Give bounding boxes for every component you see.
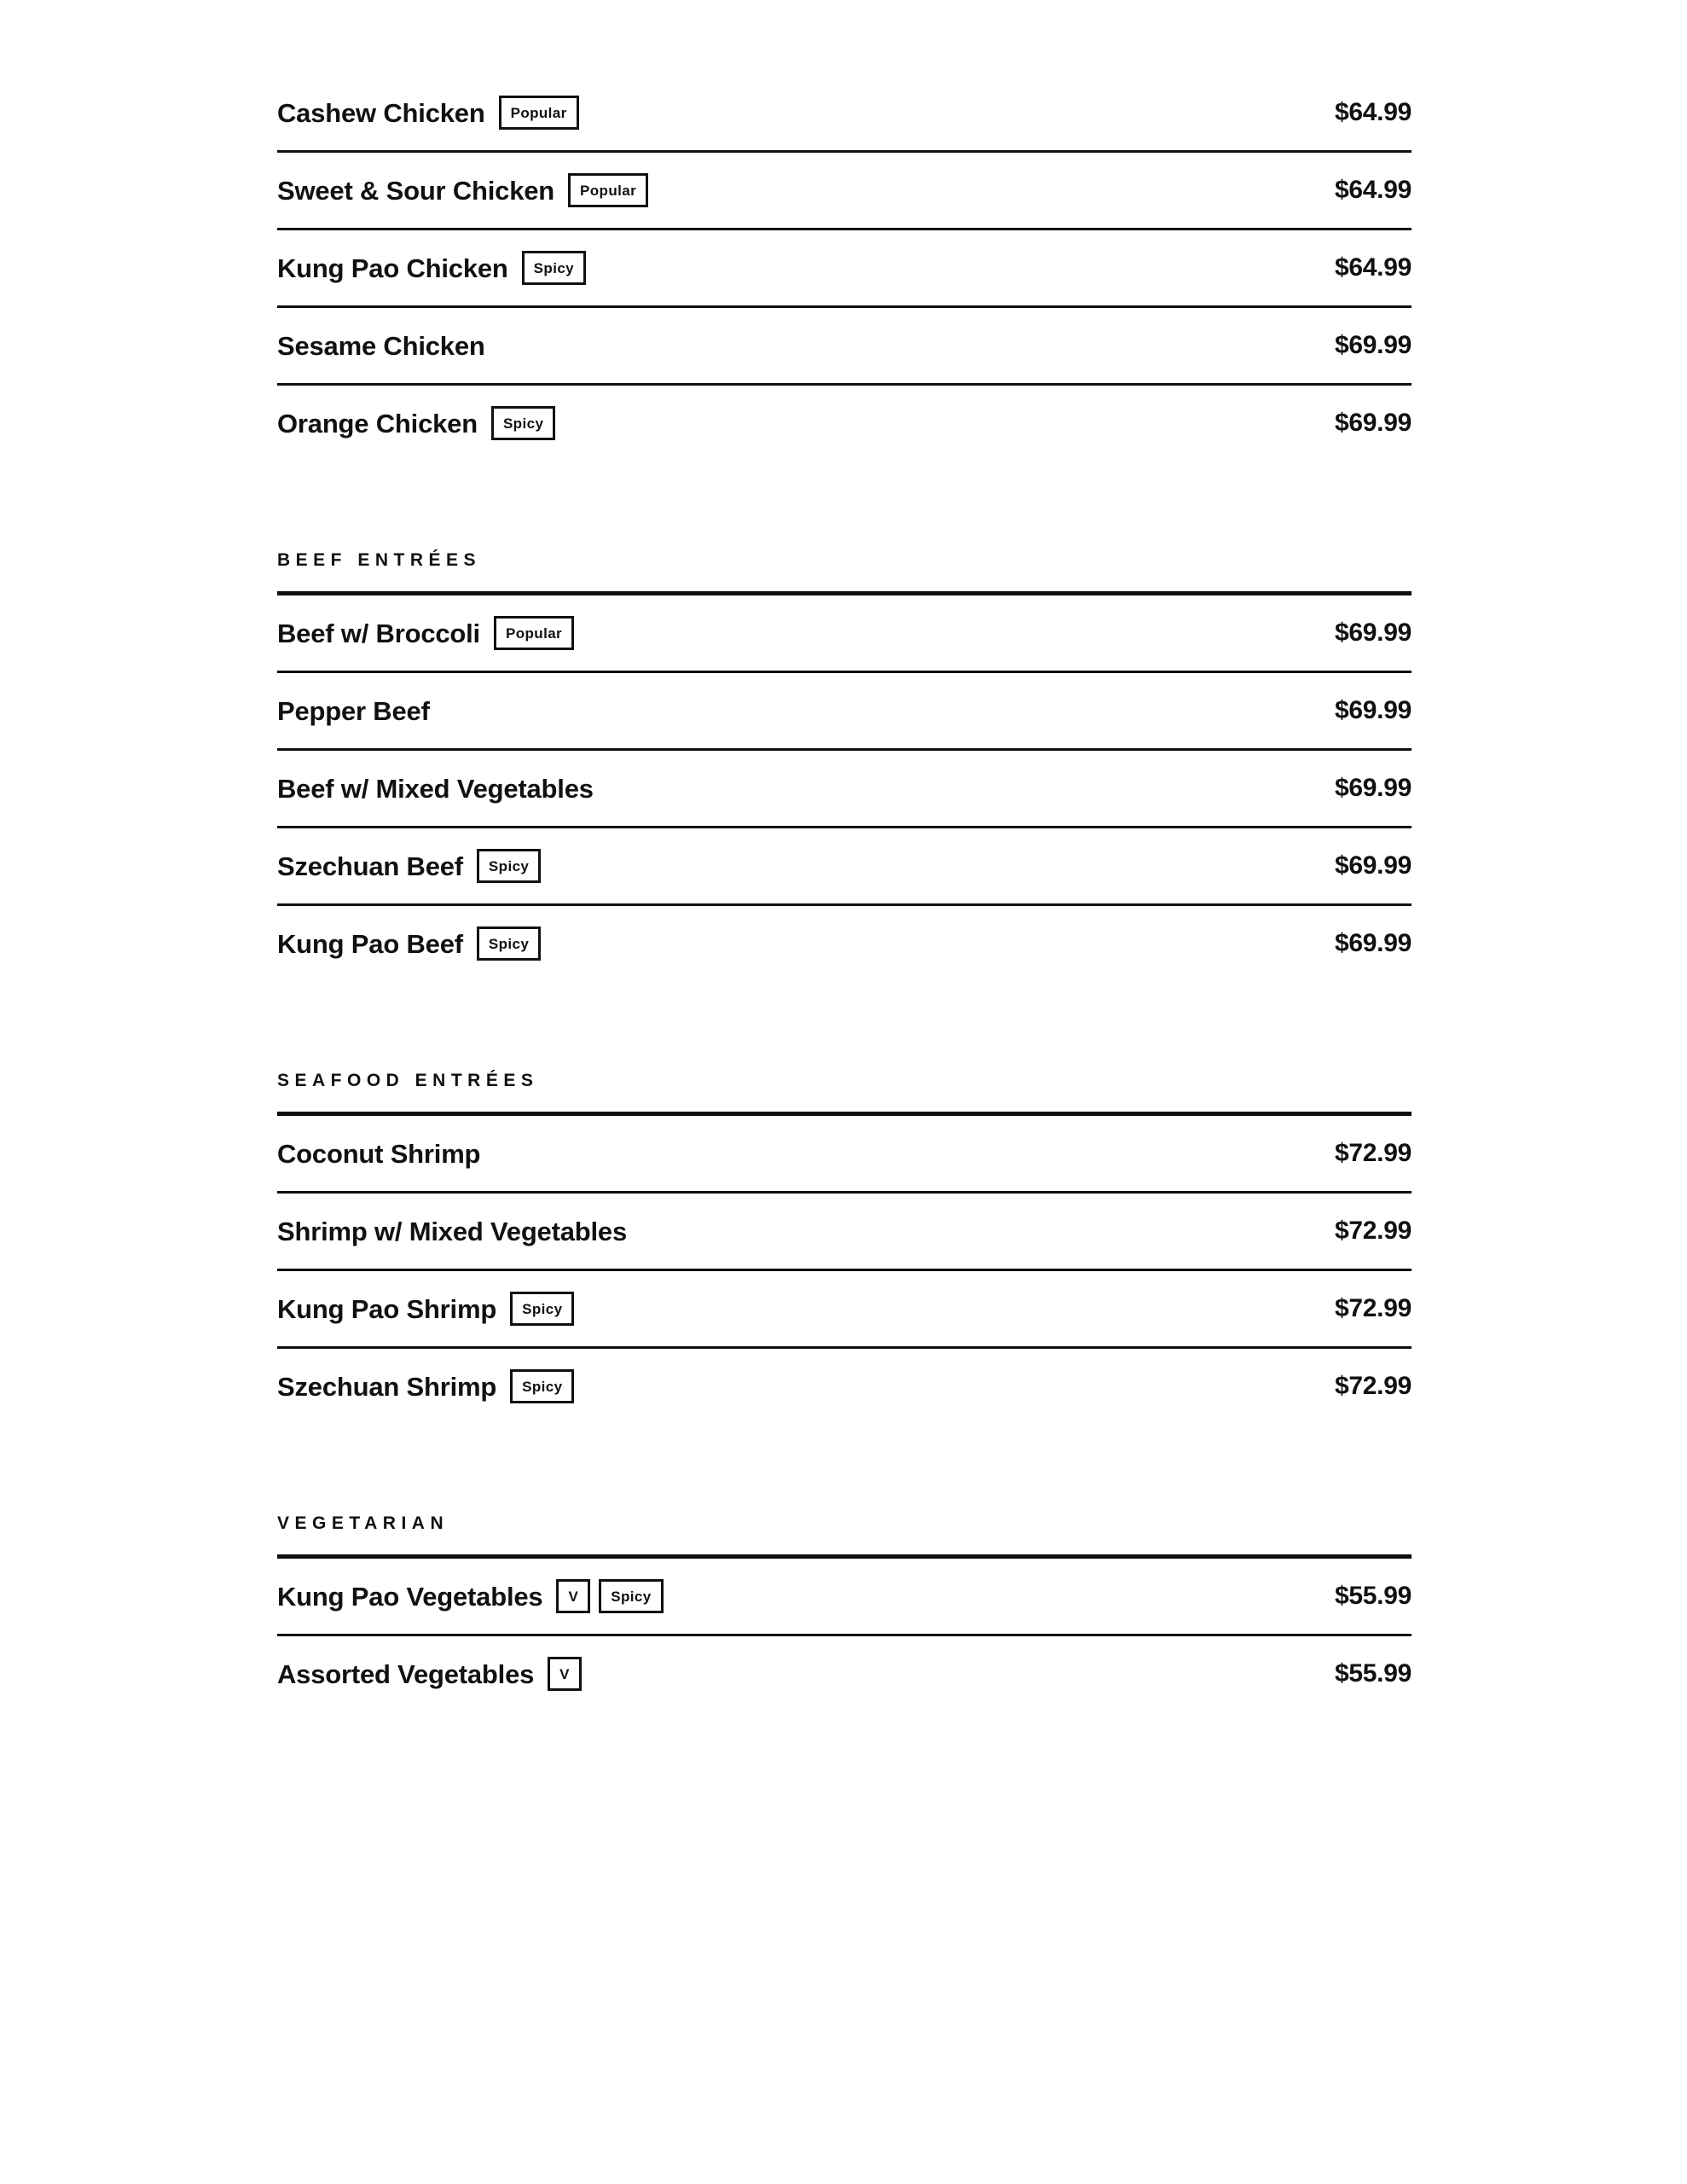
heading-spacer xyxy=(277,1089,1412,1112)
item-price: $55.99 xyxy=(1335,1659,1412,1687)
item-left-group xyxy=(277,695,430,726)
item-name: Kung Pao Chicken xyxy=(277,253,508,283)
badge-v: V xyxy=(556,1579,590,1613)
item-left-group xyxy=(277,1292,574,1326)
menu-item-row[interactable] xyxy=(277,1194,1412,1269)
item-price: $72.99 xyxy=(1335,1372,1412,1400)
item-price: $69.99 xyxy=(1335,409,1412,437)
item-price: $69.99 xyxy=(1335,619,1412,647)
menu-item-row[interactable] xyxy=(277,1349,1412,1424)
badge-spicy: Spicy xyxy=(510,1369,574,1403)
badge-spicy: Spicy xyxy=(477,849,541,883)
menu-item-row[interactable] xyxy=(277,75,1412,150)
section-heading: SEAFOOD ENTRÉES xyxy=(277,1071,539,1090)
menu-section-beef xyxy=(277,551,1412,981)
section-heading: VEGETARIAN xyxy=(277,1513,449,1533)
badge-spicy: Spicy xyxy=(522,251,586,285)
item-name: Szechuan Shrimp xyxy=(277,1371,497,1402)
menu-item-row[interactable] xyxy=(277,308,1412,383)
menu-item-row[interactable] xyxy=(277,595,1412,671)
section-spacer xyxy=(277,981,1412,1072)
item-badges xyxy=(568,173,648,207)
heading-spacer xyxy=(277,1532,1412,1554)
item-left-group xyxy=(277,173,648,207)
item-price: $69.99 xyxy=(1335,331,1412,359)
badge-spicy: Spicy xyxy=(599,1579,663,1613)
item-name: Sweet & Sour Chicken xyxy=(277,175,555,206)
item-badges xyxy=(494,616,574,650)
menu-item-row[interactable] xyxy=(277,386,1412,461)
item-price: $72.99 xyxy=(1335,1139,1412,1167)
section-spacer xyxy=(277,461,1412,551)
item-badges xyxy=(522,251,586,285)
badge-popular: Popular xyxy=(499,96,579,130)
item-badges xyxy=(477,849,541,883)
item-price: $64.99 xyxy=(1335,176,1412,204)
item-price: $69.99 xyxy=(1335,929,1412,957)
menu-item-row[interactable] xyxy=(277,153,1412,228)
item-price: $69.99 xyxy=(1335,696,1412,724)
menu-item-row[interactable] xyxy=(277,751,1412,826)
item-price: $72.99 xyxy=(1335,1217,1412,1245)
item-name: Kung Pao Beef xyxy=(277,928,463,959)
badge-spicy: Spicy xyxy=(491,406,555,440)
menu-item-row[interactable] xyxy=(277,230,1412,305)
item-left-group xyxy=(277,616,574,650)
item-left-group xyxy=(277,1218,627,1245)
badge-popular: Popular xyxy=(494,616,574,650)
item-price: $69.99 xyxy=(1335,774,1412,802)
item-left-group xyxy=(277,330,485,361)
item-badges xyxy=(548,1657,582,1691)
item-left-group xyxy=(277,96,579,130)
item-name: Shrimp w/ Mixed Vegetables xyxy=(277,1216,627,1246)
item-name: Beef w/ Broccoli xyxy=(277,618,480,648)
item-name: Assorted Vegetables xyxy=(277,1658,535,1689)
menu-item-row[interactable] xyxy=(277,828,1412,903)
item-name: Kung Pao Shrimp xyxy=(277,1293,497,1324)
item-left-group xyxy=(277,1579,664,1613)
item-badges xyxy=(477,926,541,961)
heading-spacer xyxy=(277,569,1412,591)
section-heading: BEEF ENTRÉES xyxy=(277,550,482,570)
item-left-group xyxy=(277,1369,574,1403)
item-left-group xyxy=(277,251,586,285)
item-name: Orange Chicken xyxy=(277,408,478,439)
item-price: $64.99 xyxy=(1335,98,1412,126)
item-name: Cashew Chicken xyxy=(277,97,485,128)
item-badges xyxy=(499,96,579,130)
menu-section-seafood xyxy=(277,1072,1412,1424)
badge-spicy: Spicy xyxy=(477,926,541,961)
item-name: Sesame Chicken xyxy=(277,330,485,361)
badge-v: V xyxy=(548,1657,582,1691)
item-left-group xyxy=(277,1138,481,1169)
item-name: Kung Pao Vegetables xyxy=(277,1581,543,1612)
menu-item-row[interactable] xyxy=(277,1271,1412,1346)
item-price: $69.99 xyxy=(1335,851,1412,880)
menu-item-row[interactable] xyxy=(277,673,1412,748)
item-left-group xyxy=(277,406,555,440)
section-spacer xyxy=(277,1424,1412,1514)
badge-popular: Popular xyxy=(568,173,648,207)
item-name: Beef w/ Mixed Vegetables xyxy=(277,773,594,804)
menu-section-chicken xyxy=(277,75,1412,461)
menu-list xyxy=(277,75,1412,1711)
item-badges xyxy=(510,1369,574,1403)
item-badges xyxy=(491,406,555,440)
item-price: $55.99 xyxy=(1335,1582,1412,1610)
item-left-group xyxy=(277,926,541,961)
menu-item-row[interactable] xyxy=(277,1636,1412,1711)
item-left-group xyxy=(277,1657,582,1691)
item-left-group xyxy=(277,849,541,883)
item-price: $64.99 xyxy=(1335,253,1412,282)
menu-item-row[interactable] xyxy=(277,1116,1412,1191)
menu-item-row[interactable] xyxy=(277,1559,1412,1634)
badge-spicy: Spicy xyxy=(510,1292,574,1326)
item-left-group xyxy=(277,775,594,802)
item-badges xyxy=(510,1292,574,1326)
menu-section-vegetarian xyxy=(277,1514,1412,1711)
item-name: Pepper Beef xyxy=(277,695,430,726)
menu-item-row[interactable] xyxy=(277,906,1412,981)
item-price: $72.99 xyxy=(1335,1294,1412,1322)
item-name: Szechuan Beef xyxy=(277,851,463,881)
item-name: Coconut Shrimp xyxy=(277,1138,481,1169)
item-badges xyxy=(556,1579,663,1613)
